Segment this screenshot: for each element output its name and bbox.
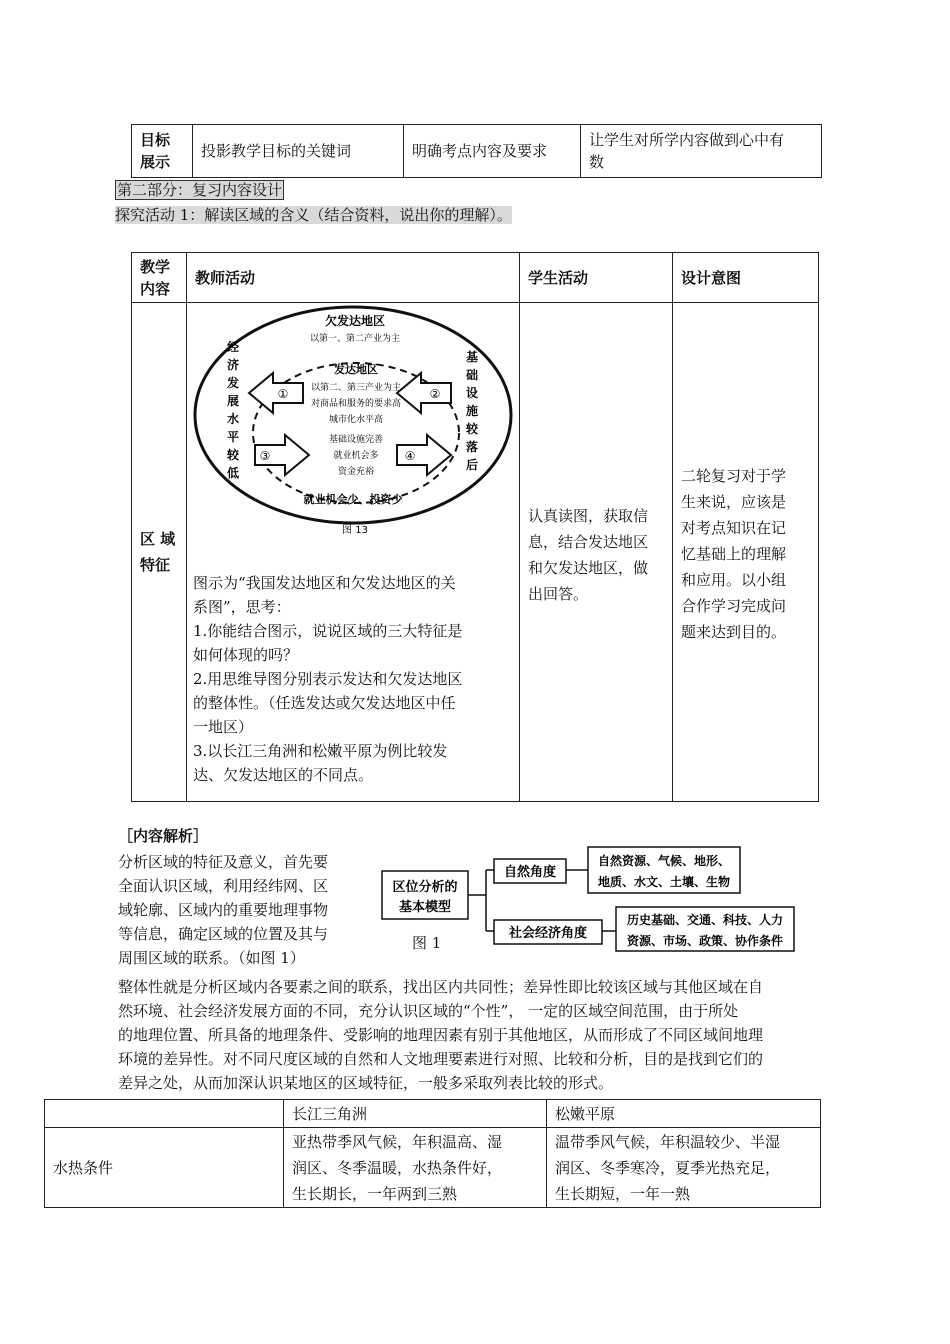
diagram-inner-line3: 城市化水平高	[328, 415, 384, 425]
teacher-text	[193, 571, 513, 787]
model-root-line2: 基本模型	[398, 900, 452, 915]
student-activity-cell	[520, 303, 673, 802]
diagram-left-vertical-char: 济	[226, 358, 240, 372]
analysis-body	[118, 975, 838, 1095]
section-title: 第二部分：复习内容设计	[117, 181, 283, 199]
compare-header-yangtze: 长江三角洲	[284, 1100, 547, 1128]
row-label-line1: 区 域	[140, 530, 176, 548]
intent-line: 对考点知识在记	[681, 519, 787, 537]
main-table	[131, 252, 819, 802]
region-relationship-diagram	[193, 305, 513, 543]
teacher-activity-cell	[187, 303, 520, 802]
student-line: 和欠发达地区，做	[528, 559, 649, 577]
compare-yangtze-line: 润区、冬季温暖，水热条件好，	[292, 1158, 503, 1177]
intent-line: 和应用。以小组	[681, 571, 787, 589]
goal-requirements-cell: 明确考点内容及要求	[404, 125, 581, 178]
analysis-body-line: 环境的差异性。对不同尺度区域的自然和人文地理要素进行对照、比较和分析，目的是找到它们的	[118, 1050, 764, 1068]
arrow-3-label: ③	[259, 449, 271, 463]
model-leaf-natural-line1: 自然资源、气候、地形、	[597, 854, 731, 868]
analysis-body-line: 差异之处，从而加深认识某地区的区域特征，一般多采取列表比较的形式。	[118, 1074, 614, 1092]
intent-line: 合作学习完成问	[681, 597, 787, 615]
diagram-inner-line2: 对商品和服务的要求高	[310, 399, 402, 409]
header-content-line1: 教学	[140, 257, 171, 276]
analysis-left-line: 域轮廓、区域内的重要地理事物	[118, 901, 329, 919]
header-intent: 设计意图	[673, 253, 819, 303]
diagram-inner-line6: 资金充裕	[337, 467, 375, 477]
diagram-right-vertical-char: 基	[465, 350, 479, 364]
goal-intent-cell	[581, 125, 822, 178]
teacher-line: 图示为“我国发达地区和欠发达地区的关	[193, 574, 456, 592]
analysis-left-text	[118, 850, 328, 970]
analysis-left-line: 全面认识区域，利用经纬网、区	[118, 877, 329, 895]
intent-line: 二轮复习对于学	[681, 467, 787, 485]
diagram-left-vertical-char: 展	[226, 394, 240, 408]
diagram-inner-line5: 就业机会多	[333, 451, 379, 461]
arrow-1-label: ①	[277, 387, 289, 401]
intent-line: 生来说，应该是	[681, 493, 787, 511]
analysis-body-line: 的地理位置、所具备的地理条件、受影响的地理因素有别于其他地区，从而形成了不同区域间地理	[118, 1026, 764, 1044]
diagram-inner-line4: 基础设施完善	[328, 435, 384, 445]
goal-label-line1: 目标	[140, 131, 171, 149]
row-label-line2: 特征	[140, 556, 171, 574]
model-leaf-social-line1: 历史基础、交通、科技、人力	[626, 913, 784, 927]
analysis-body-line: 然环境、社会经济发展方面的不同，充分认识区域的“个性”， 一定的区域空间范围，由于所处	[118, 1002, 739, 1020]
compare-header-songnen: 松嫩平原	[547, 1100, 821, 1128]
model-root-line1: 区位分析的	[392, 880, 458, 895]
diagram-inner-title: 发达地区	[334, 363, 378, 376]
diagram-bottom-text: 就业机会少、投资少	[303, 493, 403, 506]
intent-cell	[673, 303, 819, 802]
teacher-line: 系图”，思考：	[193, 598, 291, 616]
arrow-2-label: ②	[429, 387, 441, 401]
student-line: 息，结合发达地区	[528, 533, 649, 551]
diagram-right-vertical-char: 后	[465, 458, 479, 472]
analysis-left-line: 周围区域的联系。（如图 1）	[118, 949, 305, 967]
analysis-left-line: 等信息，确定区域的位置及其与	[118, 925, 329, 943]
diagram-right-vertical-char: 础	[465, 368, 479, 382]
intent-line: 忆基础上的理解	[681, 545, 787, 563]
student-line: 出回答。	[528, 585, 589, 603]
analysis-heading: ［内容解析］	[118, 827, 209, 845]
analysis-body-line: 整体性就是分析区域内各要素之间的联系，找出区内共同性；差异性即比较该区域与其他区域在自	[118, 978, 764, 996]
arrow-1	[249, 373, 303, 413]
compare-header-blank	[45, 1100, 284, 1128]
diagram-left-vertical-char: 水	[226, 412, 240, 426]
diagram-right-vertical-char: 设	[465, 386, 479, 400]
diagram-right-vertical-char: 落	[465, 440, 479, 454]
row-label-cell	[132, 303, 187, 802]
model-leaf-social-line2: 资源、市场、政策、协作条件	[626, 934, 784, 948]
compare-table	[44, 1099, 821, 1208]
teacher-line: 1.你能结合图示，说说区域的三大特征是	[193, 622, 463, 640]
diagram-outer-sub: 以第一、第二产业为主	[309, 334, 401, 344]
compare-row-label: 水热条件	[45, 1128, 284, 1208]
diagram-left-vertical-char: 平	[226, 430, 240, 444]
compare-songnen-line: 润区、冬季寒冷，夏季光热充足，	[555, 1158, 781, 1177]
compare-yangtze-line: 生长期长，一年两到三熟	[292, 1184, 458, 1203]
student-line: 认真读图，获取信	[528, 507, 649, 525]
header-teacher: 教师活动	[187, 253, 520, 303]
activity-title: 探究活动 1：解读区域的含义（结合资料，说出你的理解）。	[115, 206, 512, 224]
header-content-line2: 内容	[140, 279, 171, 298]
goal-keywords-cell: 投影教学目标的关键词	[193, 125, 404, 178]
goal-intent-line1: 让学生对所学内容做到心中有	[589, 131, 785, 149]
diagram-left-vertical-char: 发	[226, 376, 240, 390]
teacher-line: 一地区）	[193, 718, 254, 736]
diagram-left-vertical-char: 经	[226, 340, 240, 354]
goal-intent-line2: 数	[589, 153, 605, 171]
model-caption: 图 1	[412, 934, 442, 952]
teacher-line: 的整体性。（任选发达或欠发达地区中任	[193, 694, 456, 712]
compare-songnen-cell	[547, 1128, 821, 1208]
diagram-left-vertical-char: 低	[226, 466, 240, 480]
model-branch-natural: 自然角度	[503, 865, 557, 880]
teacher-line: 2.用思维导图分别表示发达和欠发达地区	[193, 670, 463, 688]
teacher-line: 如何体现的吗？	[193, 646, 299, 664]
goal-label-line2: 展示	[140, 153, 171, 171]
diagram-inner-line1: 以第二、第三产业为主	[310, 383, 402, 393]
diagram-right-vertical-char: 施	[465, 404, 479, 418]
goal-table	[131, 124, 822, 178]
teacher-line: 达、欠发达地区的不同点。	[193, 766, 374, 784]
goal-label-cell	[132, 125, 193, 178]
arrow-2	[397, 373, 451, 413]
header-content-cell	[132, 253, 187, 303]
location-model-figure	[378, 843, 818, 953]
compare-songnen-line: 温带季风气候，年积温较少、半湿	[555, 1132, 781, 1151]
model-branch-social: 社会经济角度	[508, 926, 588, 941]
compare-yangtze-cell	[284, 1128, 547, 1208]
diagram-outer-title: 欠发达地区	[324, 314, 386, 328]
model-leaf-natural-line2: 地质、水文、土壤、生物	[597, 875, 731, 889]
arrow-4-label: ④	[404, 449, 416, 463]
diagram-left-vertical-char: 较	[226, 448, 240, 462]
teacher-line: 3.以长江三角洲和松嫩平原为例比较发	[193, 742, 448, 760]
compare-yangtze-line: 亚热带季风气候，年积温高、湿	[292, 1132, 503, 1151]
compare-songnen-line: 生长期短，一年一熟	[555, 1184, 691, 1203]
header-student: 学生活动	[520, 253, 673, 303]
analysis-left-line: 分析区域的特征及意义，首先要	[118, 853, 329, 871]
diagram-caption: 图 13	[342, 525, 368, 536]
diagram-right-vertical-char: 较	[465, 422, 479, 436]
intent-line: 题来达到目的。	[681, 623, 787, 641]
